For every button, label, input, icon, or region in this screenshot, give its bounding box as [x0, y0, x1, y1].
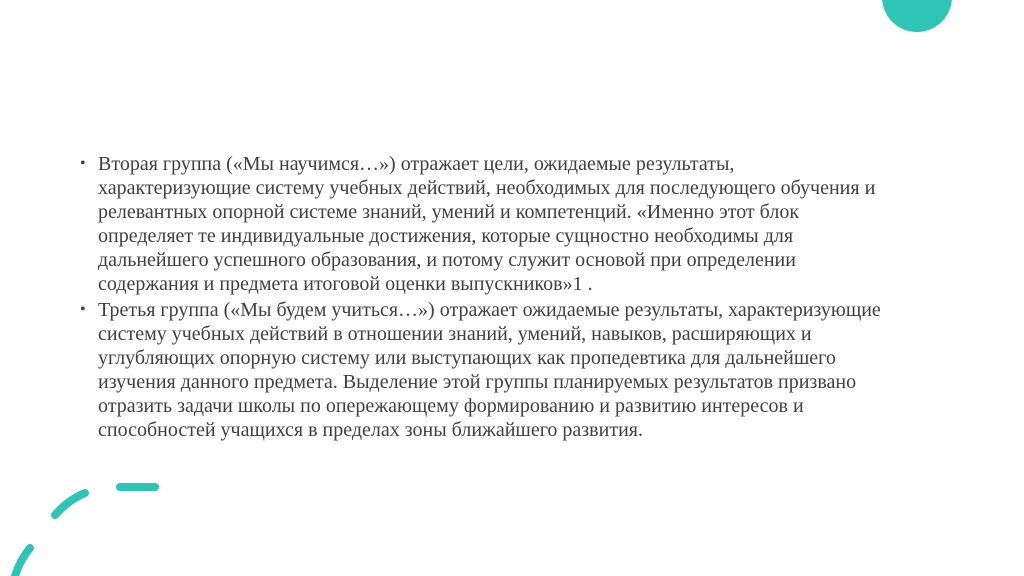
text-line: релевантных опорной системе знаний, умений и компетенций. «Именно этот блок [98, 201, 800, 223]
text-line: способностей учащихся в пределах зоны ближайшего развития. [98, 419, 643, 441]
text-line: изучения данного предмета. Выделение этой группы планируемых результатов призвано [98, 371, 857, 393]
bullet-item-third-group [80, 298, 980, 442]
slide-body [80, 152, 980, 444]
text-line: углубляющих опорную систему или выступающих как пропедевтика для дальнейшего [98, 347, 836, 369]
bullet-icon: • [80, 301, 86, 318]
text-line: Вторая группа («Мы научимся…») отражает цели, ожидаемые результаты, [98, 153, 735, 175]
bullet-item-second-group [80, 152, 980, 296]
dash-3 [15, 548, 30, 576]
text-line: характеризующие систему учебных действий, необходимых для последующего обучения и [98, 177, 876, 199]
dash-2 [55, 493, 85, 515]
bullet-icon: • [80, 155, 86, 172]
text-line: Третья группа («Мы будем учиться…») отражает ожидаемые результаты, характеризующие [98, 299, 881, 321]
text-line: дальнейшего успешного образования, и потому служит основой при определении [98, 249, 796, 271]
text-line: содержания и предмета итоговой оценки выпускников»1 . [98, 273, 593, 295]
text-line: систему учебных действий в отношении знаний, умений, навыков, расширяющих и [98, 323, 812, 345]
text-line: отразить задачи школы по опережающему формированию и развитию интересов и [98, 395, 804, 417]
text-line: определяет те индивидуальные достижения, которые сущностно необходимы для [98, 225, 794, 247]
